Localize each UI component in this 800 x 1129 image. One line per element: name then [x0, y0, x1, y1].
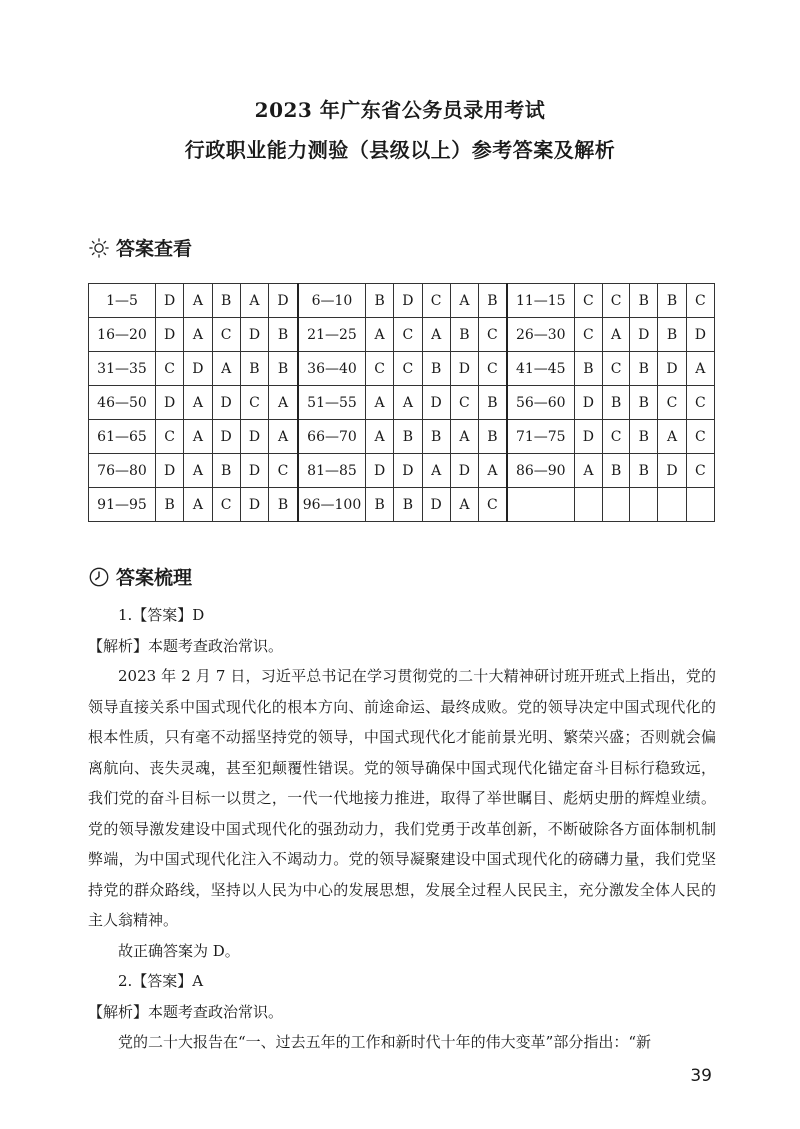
page-number: 39 [690, 1066, 712, 1086]
section-answers-heading [88, 234, 192, 261]
answer-cell: B [479, 420, 507, 454]
question-range-cell: 81—85 [298, 454, 366, 488]
answer-cell: A [658, 420, 686, 454]
answer-cell: C [658, 386, 686, 420]
question-range-cell: 61—65 [89, 420, 156, 454]
answer-cell: A [184, 454, 212, 488]
answer-cell: C [450, 386, 478, 420]
question-range-cell: 96—100 [298, 488, 366, 522]
question-range-cell: 36—40 [298, 352, 366, 386]
answer-cell: B [212, 454, 240, 488]
answer-cell: B [450, 318, 478, 352]
answer-cell: B [630, 420, 658, 454]
answer-cell: C [269, 454, 298, 488]
answer-cell: D [156, 284, 184, 318]
answer-cell [630, 488, 658, 522]
answer-cell: A [184, 386, 212, 420]
answer-cell: A [422, 454, 450, 488]
answer-cell: B [603, 454, 630, 488]
q2-analysis-label: 【解析】本题考查政治常识。 [88, 1002, 284, 1021]
question-range-cell: 21—25 [298, 318, 366, 352]
answer-cell: C [422, 284, 450, 318]
answer-cell: B [630, 352, 658, 386]
question-range-cell: 16—20 [89, 318, 156, 352]
sun-icon [88, 237, 110, 259]
answer-cell: C [212, 488, 240, 522]
answer-cell: C [603, 284, 630, 318]
answer-cell: A [269, 386, 298, 420]
answer-cell: C [574, 318, 602, 352]
answer-cell: D [422, 488, 450, 522]
answer-cell: C [686, 454, 714, 488]
answer-cell: D [630, 318, 658, 352]
answer-cell: D [156, 386, 184, 420]
answer-table-row [89, 318, 715, 352]
answer-cell: D [686, 318, 714, 352]
answer-cell: B [630, 386, 658, 420]
clock-icon [88, 566, 110, 588]
answer-cell: A [603, 318, 630, 352]
answer-table-row [89, 352, 715, 386]
q1-conclusion: 故正确答案为 D。 [118, 941, 240, 960]
answer-cell: D [450, 352, 478, 386]
answer-cell: A [240, 284, 268, 318]
q1-answer: 1.【答案】D [118, 606, 205, 624]
answer-cell: D [212, 386, 240, 420]
question-range-cell: 71—75 [507, 420, 575, 454]
answer-cell: D [156, 454, 184, 488]
answer-cell: B [394, 488, 422, 522]
question-range-cell: 86—90 [507, 454, 575, 488]
q1-analysis-label: 【解析】本题考查政治常识。 [88, 636, 284, 655]
document-title-line2: 行政职业能力测验（县级以上）参考答案及解析 [184, 138, 616, 162]
q2-answer: 2.【答案】A [118, 972, 204, 990]
answer-cell: A [269, 420, 298, 454]
answer-cell: D [574, 420, 602, 454]
answer-cell: B [603, 386, 630, 420]
question-range-cell: 56—60 [507, 386, 575, 420]
q2-paragraph: 党的二十大报告在“一、过去五年的工作和新时代十年的伟大变革”部分指出：“新 [118, 1033, 652, 1051]
answer-table-row [89, 488, 715, 522]
question-range-cell: 41—45 [507, 352, 575, 386]
answer-cell: A [184, 318, 212, 352]
answer-cell: D [156, 318, 184, 352]
answer-cell: D [422, 386, 450, 420]
question-range-cell: 1—5 [89, 284, 156, 318]
answer-cell: A [450, 488, 478, 522]
document-title-line1: 2023 年广东省公务员录用考试 [254, 98, 546, 122]
answer-table-row [89, 386, 715, 420]
answer-cell [658, 488, 686, 522]
question-range-cell: 51—55 [298, 386, 366, 420]
answer-cell: C [479, 318, 507, 352]
answer-cell [603, 488, 630, 522]
answer-cell: A [394, 386, 422, 420]
answer-cell: B [630, 284, 658, 318]
answer-cell: D [394, 454, 422, 488]
answer-cell: C [603, 420, 630, 454]
answer-cell: C [686, 386, 714, 420]
answer-cell: C [686, 420, 714, 454]
answer-cell: C [394, 352, 422, 386]
answer-table-row [89, 284, 715, 318]
answer-cell: C [479, 352, 507, 386]
q1-paragraph: 2023 年 2 月 7 日，习近平总书记在学习贯彻党的二十大精神研讨班开班式上指出，党的领导直接关系中国式现代化的根本方向、前途命运、最终成败。党的领导决定中国式现代化的根本性质，只有毫不动摇坚持党的领导，中国式现代化才能前景光明、繁荣兴盛；否则就会偏离航向、丧失灵魂，甚至犯颠覆性错误。党的领导确保中国式现代化锚定奋斗目标行稳致远，我们党的奋斗目标一以贯之，一代一代地接力推进，取得了举世瞩目、彪炳史册的辉煌业绩。党的领导激发建设中国式现代化的强劲动力，我们党勇于改革创新，不断破除各方面体制机制弊端，为中国式现代化注入不竭动力。党的领导凝聚建设中国式现代化的磅礴力量，我们党坚持党的群众路线，坚持以人民为中心的发展思想，发展全过程人民民主，充分激发全体人民的主人翁精神。 [88, 667, 716, 929]
answer-cell: B [269, 352, 298, 386]
question-range-cell: 91—95 [89, 488, 156, 522]
question-range-cell: 66—70 [298, 420, 366, 454]
answer-cell: D [269, 284, 298, 318]
answer-cell: D [240, 318, 268, 352]
question-range-cell: 31—35 [89, 352, 156, 386]
answer-cell: B [240, 352, 268, 386]
answer-cell: A [450, 284, 478, 318]
answer-cell: B [394, 420, 422, 454]
section-explain-label: 答案梳理 [116, 567, 193, 589]
answer-cell: C [212, 318, 240, 352]
answer-cell: B [630, 454, 658, 488]
answer-cell: B [658, 284, 686, 318]
answer-cell: A [365, 386, 393, 420]
answer-table [88, 283, 715, 522]
answer-cell: C [394, 318, 422, 352]
answer-cell: B [269, 318, 298, 352]
answer-cell: D [450, 454, 478, 488]
answer-cell: B [574, 352, 602, 386]
question-range-cell: 46—50 [89, 386, 156, 420]
answer-cell: D [658, 352, 686, 386]
answer-cell: C [156, 352, 184, 386]
answer-cell: C [479, 488, 507, 522]
answer-cell: C [365, 352, 393, 386]
answer-cell [574, 488, 602, 522]
answer-cell: D [658, 454, 686, 488]
answer-cell: C [574, 284, 602, 318]
answer-cell: C [240, 386, 268, 420]
answer-cell: A [184, 488, 212, 522]
question-range-cell: 11—15 [507, 284, 575, 318]
answer-cell: B [479, 284, 507, 318]
answer-cell: D [240, 488, 268, 522]
question-range-cell: 6—10 [298, 284, 366, 318]
answer-cell: B [269, 488, 298, 522]
answer-cell: B [365, 284, 393, 318]
answer-cell: D [365, 454, 393, 488]
answer-cell: B [422, 352, 450, 386]
question-range-cell: 76—80 [89, 454, 156, 488]
answer-cell: D [574, 386, 602, 420]
answer-table-row [89, 454, 715, 488]
answer-cell [686, 488, 714, 522]
answer-cell: D [184, 352, 212, 386]
section-answers-label: 答案查看 [116, 238, 193, 260]
answer-cell: B [658, 318, 686, 352]
answer-cell: A [574, 454, 602, 488]
answer-cell: C [156, 420, 184, 454]
answer-cell: B [479, 386, 507, 420]
answer-cell: A [479, 454, 507, 488]
answer-cell: D [240, 454, 268, 488]
answer-cell: A [450, 420, 478, 454]
answer-cell: A [365, 420, 393, 454]
answer-cell: A [184, 284, 212, 318]
answer-cell: D [394, 284, 422, 318]
answer-cell: B [422, 420, 450, 454]
answer-cell: B [212, 284, 240, 318]
answer-cell: A [686, 352, 714, 386]
section-explain-heading [88, 563, 192, 590]
question-range-cell [507, 488, 575, 522]
answer-cell: A [365, 318, 393, 352]
explanation-body [88, 600, 716, 1058]
answer-cell: A [212, 352, 240, 386]
answer-cell: D [240, 420, 268, 454]
question-range-cell: 26—30 [507, 318, 575, 352]
answer-cell: D [212, 420, 240, 454]
answer-cell: B [365, 488, 393, 522]
answer-cell: C [603, 352, 630, 386]
answer-cell: C [686, 284, 714, 318]
answer-cell: B [156, 488, 184, 522]
answer-cell: A [422, 318, 450, 352]
answer-cell: A [184, 420, 212, 454]
answer-table-row [89, 420, 715, 454]
